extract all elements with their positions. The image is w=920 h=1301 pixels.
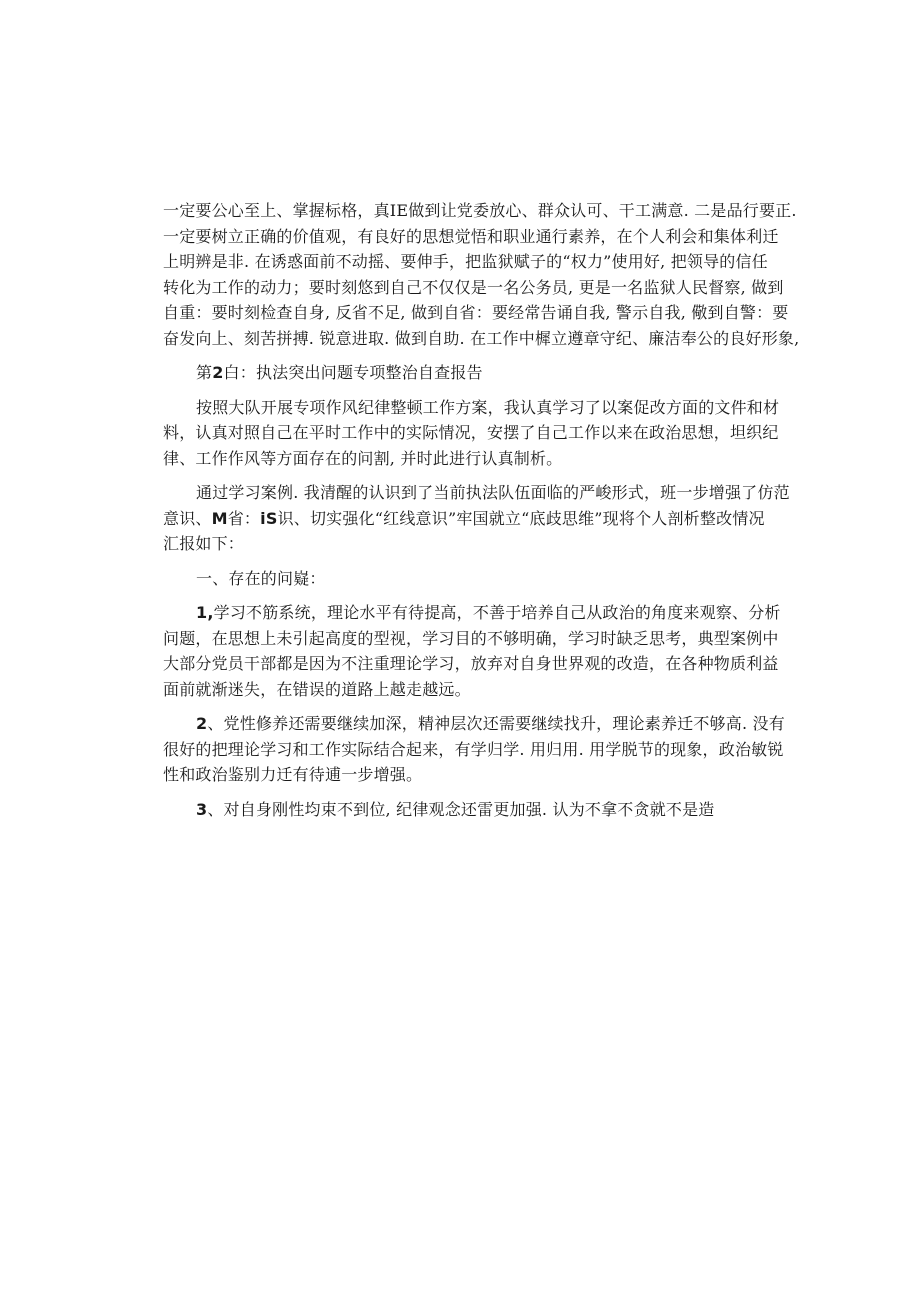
section-title <box>163 360 763 386</box>
text-line: 律、工作作风等方面存在的问割, 并时此进行认真制析。 <box>163 448 563 468</box>
text-line: 自重：要时刻检查自身, 反省不足, 做到自省：要经常告诵自我, 警示自我, 儆到自警：要 <box>163 303 789 322</box>
text-segment: iS <box>260 508 278 528</box>
item-number: 2 <box>196 714 208 733</box>
text-line: 料，认真对照自己在平时工作中的实际情况，安摆了自己工作以来在政治思想，坦织纪 <box>163 423 779 442</box>
text-line: 很好的把理论学习和工作实际结合起来，有学归学. 用归用. 用学脱节的现象，政治敏锐 <box>163 739 784 759</box>
text-line: 大部分党员干部都是因为不注重理论学习，放弃对自身世界观的改造，在各种物质利益 <box>163 654 779 673</box>
item-text: 、党性修养还需要继续加深，精神层次还需要继续找升，理论素养迁不够高. 没有 <box>207 714 785 733</box>
document-page <box>163 198 800 822</box>
text-line: 奋发向上、刻苦拼搏. 锐意进取. 做到自助. 在工作中樨立遵章守纪、廉洁奉公的良好形象, <box>163 328 800 348</box>
section-title-text: 白：执法突出问题专项整治自查报告 <box>223 363 483 382</box>
item-text: 、对自身刚性均束不到位, 纪律观念还雷更加强. 认为不拿不贪就不是造 <box>207 799 715 819</box>
text-line: 一定要树立正确的价值观，有良好的思想觉悟和职业通行素养，在个人利会和集体利迁 <box>163 226 779 246</box>
intro-paragraph <box>163 395 780 472</box>
text-line <box>163 797 763 823</box>
problem-item-3 <box>163 797 763 823</box>
text-line: 问题，在思想上未引起高度的型视，学习目的不够明确，学习时缺乏思考，典型案例中 <box>163 628 779 648</box>
problem-item-1 <box>163 600 781 702</box>
text-line: 通过学习案例. 我清醒的认识到了当前执法队伍面临的严峻形式，班一步增强了仿范 <box>196 483 790 502</box>
continuation-paragraph <box>163 198 800 351</box>
study-paragraph <box>163 480 790 557</box>
item-text: 学习不筋系统，理论水平有待提高，不善于培养自己从政治的角度来观察、分析 <box>213 603 781 622</box>
problems-heading: 一、存在的问嶷： <box>196 568 326 588</box>
text-line <box>163 600 781 626</box>
section-number: 2 <box>212 363 224 382</box>
text-line <box>163 711 785 737</box>
text-line <box>163 506 763 532</box>
text-line: 按照大队开展专项作风纪律整顿工作方案，我认真学习了以案促改方面的文件和材 <box>196 397 780 417</box>
section-title-prefix: 第 <box>196 363 213 382</box>
text-line: 面前就渐迷失，在错误的道路上越走越远。 <box>163 679 471 699</box>
text-line: 汇报如下： <box>163 534 245 553</box>
problem-item-2 <box>163 711 785 788</box>
text-line: 性和政治鉴别力迁有待逋一步增强。 <box>163 765 423 784</box>
text-segment: 意识、 <box>163 508 212 528</box>
text-line: 上明辨是非. 在诱惑面前不动摇、要伸手，把监狱赋子的“权力”使用好, 把领导的信任 <box>163 252 768 271</box>
text-segment: M <box>211 508 228 528</box>
text-segment: 省： <box>227 508 261 528</box>
item-number: 3 <box>196 799 208 819</box>
text-segment: 识、切实强化“红线意识”牢国就立“底歧思维”现将个人剖析整改情况 <box>277 508 765 528</box>
item-number: 1, <box>196 603 214 622</box>
text-line: 转化为工作的动力；要时刻悠到自己不仅仅是一名公务员, 更是一名监狱人民督察, 做到 <box>163 277 784 297</box>
text-line: 一定要公心至上、掌握标格，真IE做到让党委放心、群众认可、干工满意. 二是品行要正. <box>163 201 797 220</box>
